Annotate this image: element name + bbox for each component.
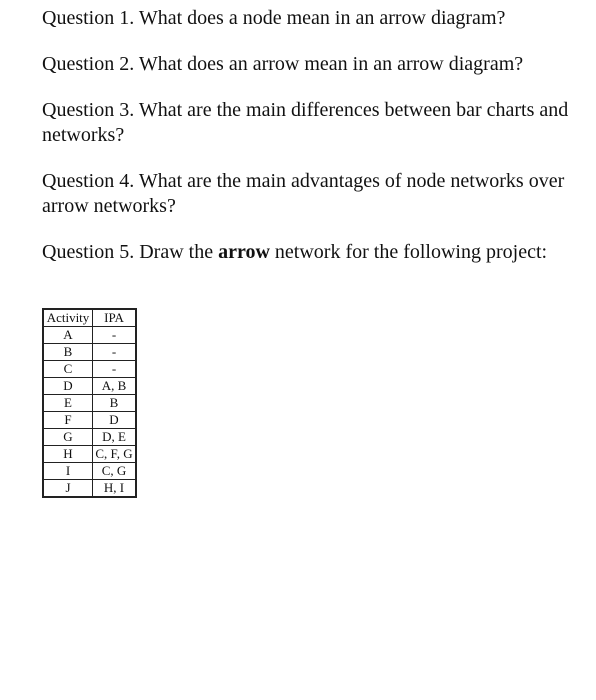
table-row: [43, 412, 136, 429]
table-row: [43, 395, 136, 412]
activity-cell: C: [43, 361, 93, 378]
header-ipa: IPA: [93, 309, 137, 327]
question-1-text: What does a node mean in an arrow diagram?: [134, 7, 506, 29]
ipa-cell: D: [93, 412, 137, 429]
ipa-cell: -: [93, 361, 137, 378]
question-2-number: Question 2.: [42, 53, 135, 75]
ipa-cell: -: [93, 327, 137, 344]
ipa-cell: A, B: [93, 378, 137, 395]
question-3: [42, 98, 572, 148]
activity-cell: J: [43, 480, 93, 498]
table-row: [43, 446, 136, 463]
table-row: [43, 361, 136, 378]
activity-cell: I: [43, 463, 93, 480]
table-row: [43, 327, 136, 344]
activity-cell: B: [43, 344, 93, 361]
question-4: [42, 169, 572, 219]
table-row: [43, 344, 136, 361]
question-1-number: Question 1.: [42, 7, 135, 29]
ipa-cell: C, F, G: [93, 446, 137, 463]
table-row: [43, 378, 136, 395]
table-row: [43, 480, 136, 498]
activity-cell: H: [43, 446, 93, 463]
ipa-cell: H, I: [93, 480, 137, 498]
question-3-text: What are the main differences between bar charts and networks?: [42, 99, 569, 146]
activity-cell: D: [43, 378, 93, 395]
activity-ipa-table: [42, 308, 137, 498]
question-4-text: What are the main advantages of node networks over arrow networks?: [42, 170, 565, 217]
question-5-number: Question 5.: [42, 241, 135, 263]
table-header-row: [43, 309, 136, 327]
question-2: [42, 52, 572, 77]
question-5-text-after: network for the following project:: [269, 241, 548, 263]
question-5-text-before: Draw the: [134, 241, 219, 263]
header-activity: Activity: [43, 309, 93, 327]
activity-cell: F: [43, 412, 93, 429]
ipa-cell: C, G: [93, 463, 137, 480]
activity-cell: A: [43, 327, 93, 344]
question-5: [42, 240, 572, 265]
ipa-cell: B: [93, 395, 137, 412]
activity-cell: E: [43, 395, 93, 412]
ipa-cell: -: [93, 344, 137, 361]
activity-cell: G: [43, 429, 93, 446]
question-3-number: Question 3.: [42, 99, 135, 121]
ipa-cell: D, E: [93, 429, 137, 446]
question-1: [42, 6, 572, 31]
question-5-bold-word: arrow: [218, 241, 270, 263]
question-4-number: Question 4.: [42, 170, 135, 192]
table-row: [43, 463, 136, 480]
question-2-text: What does an arrow mean in an arrow diagram?: [134, 53, 524, 75]
table-row: [43, 429, 136, 446]
